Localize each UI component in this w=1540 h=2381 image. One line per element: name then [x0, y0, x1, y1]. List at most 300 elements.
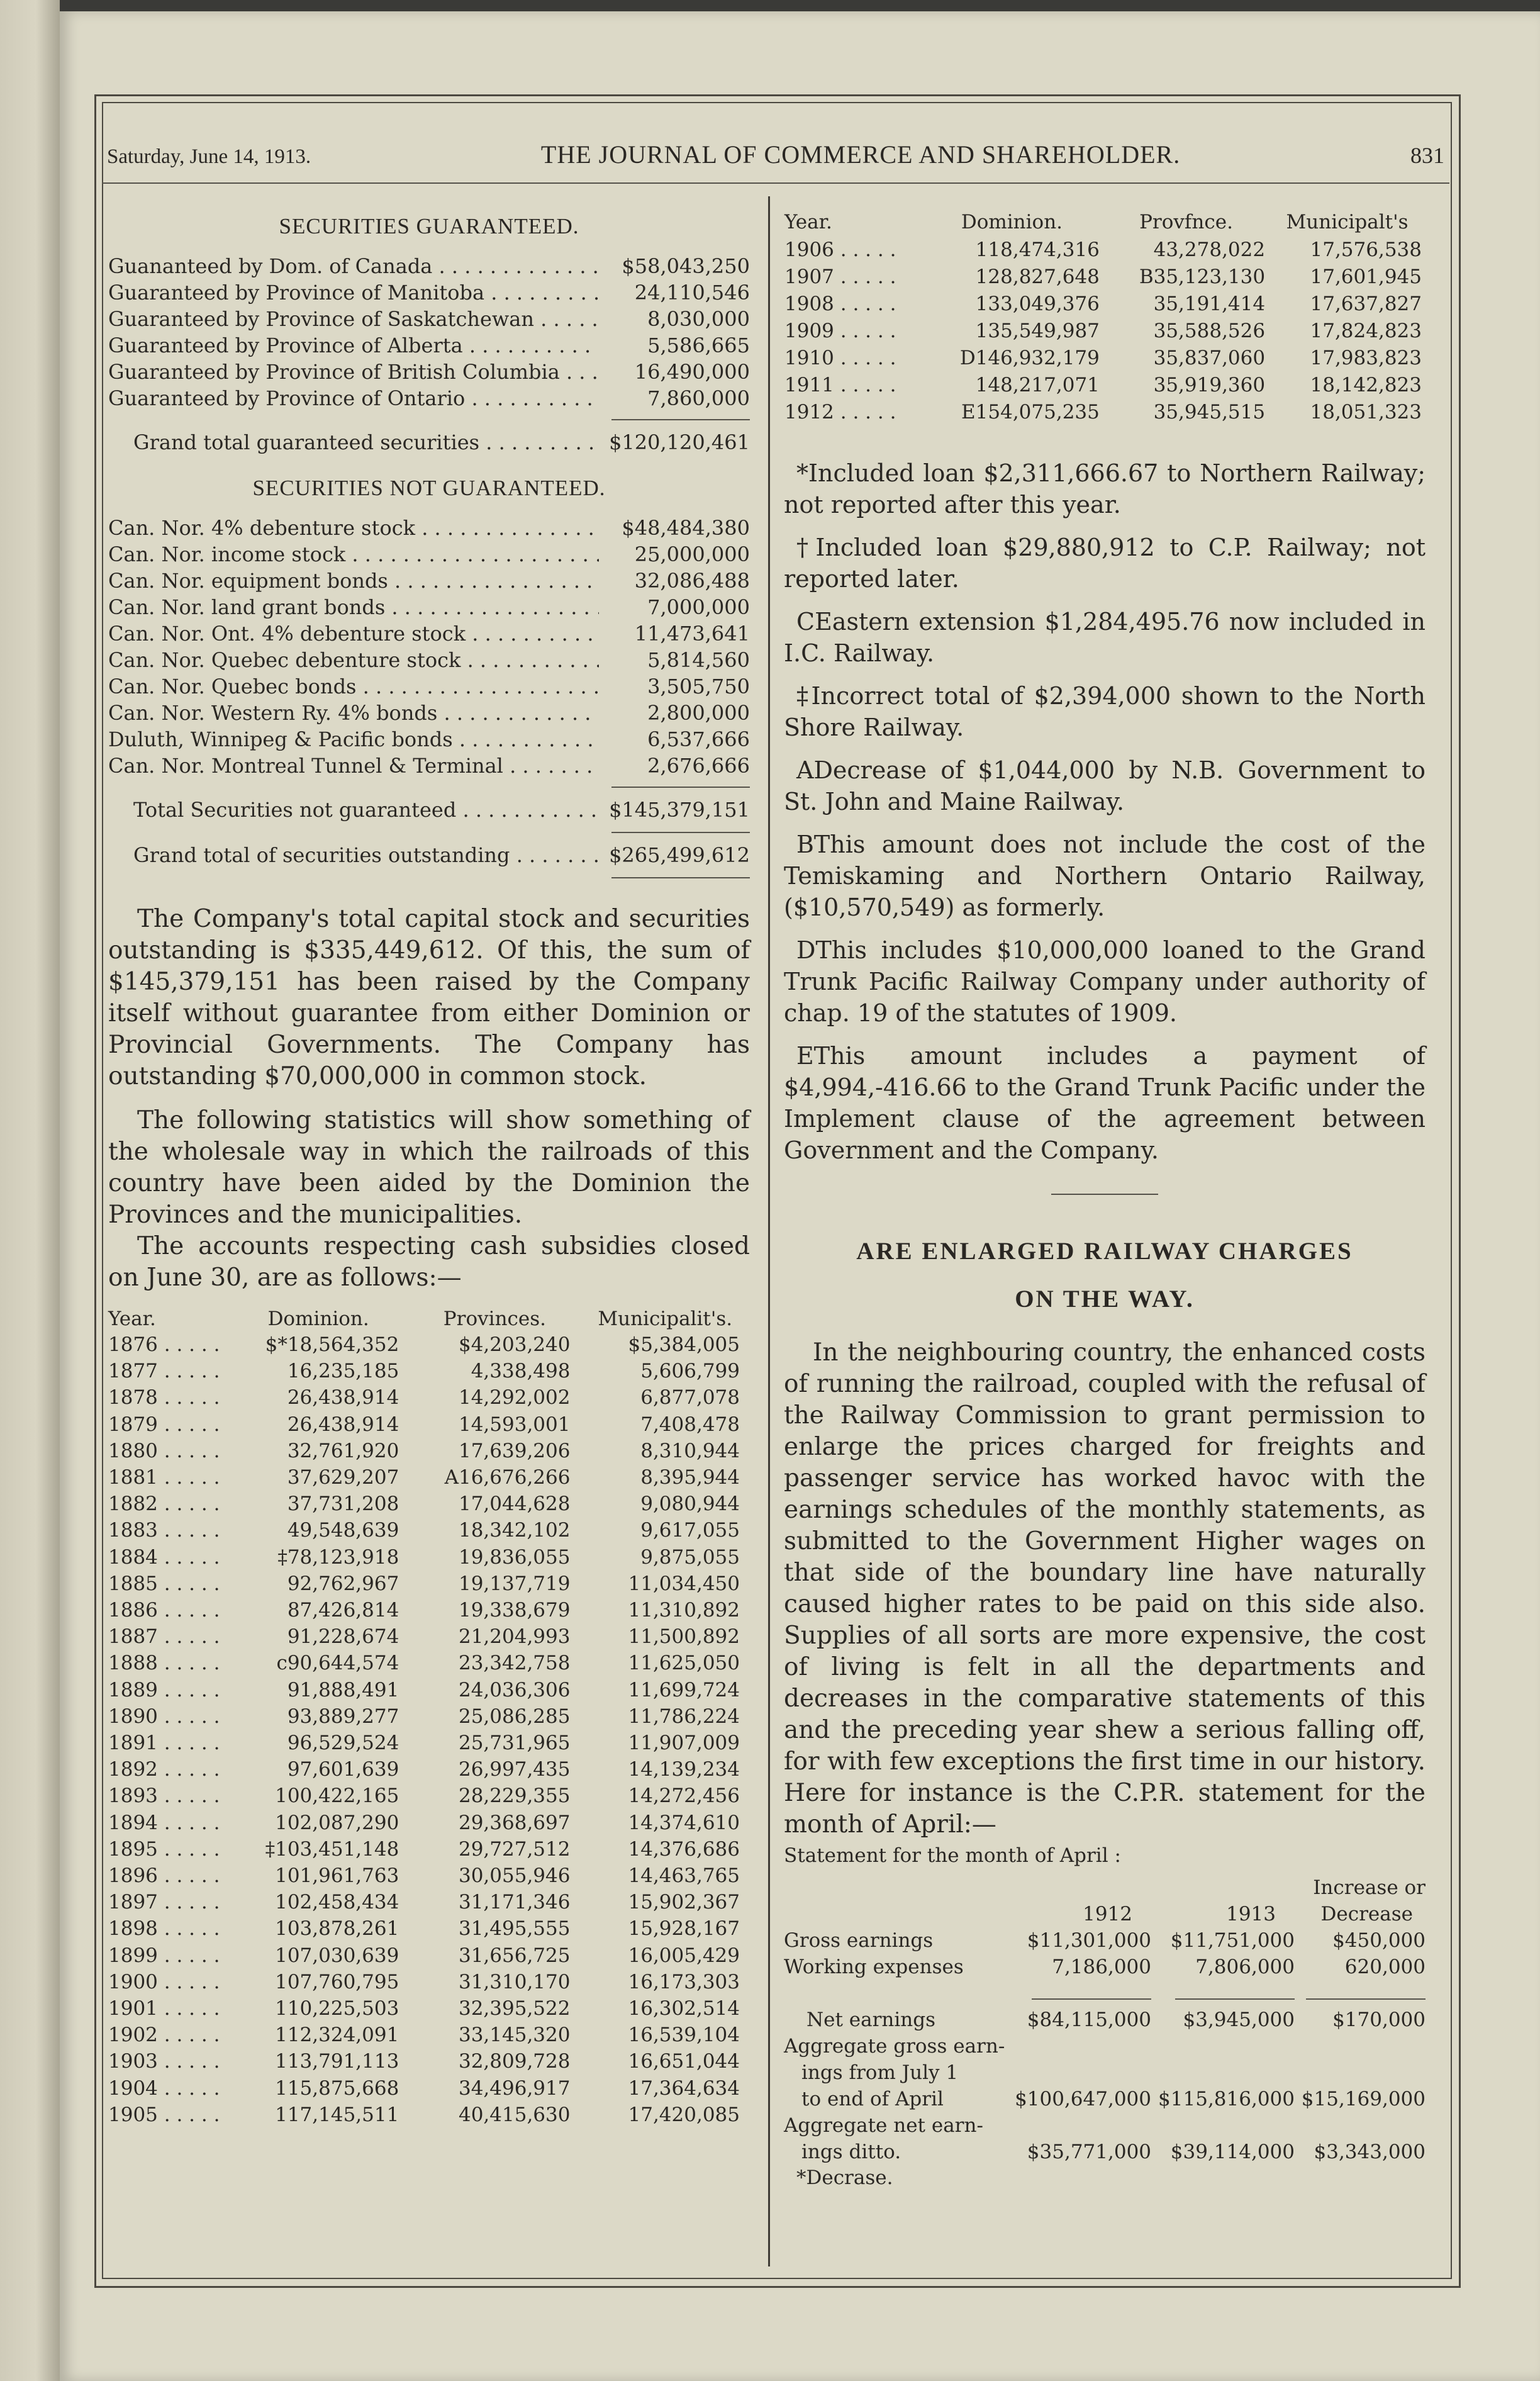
guaranteed-total-amount: $120,120,461 — [609, 430, 750, 454]
footnote-item: ‡Incorrect total of $2,394,000 shown to the North Shore Railway. — [784, 682, 1426, 741]
subsidy-table-1876-1905 — [108, 1306, 750, 2128]
table-row — [108, 1969, 750, 1995]
year-cell: 1899 . . . — [108, 1942, 228, 1969]
table-row — [784, 264, 1426, 291]
value-cell: 6,877,078 — [640, 1386, 740, 1409]
year-cell: 1888 . . . — [108, 1650, 228, 1676]
not-guaranteed-securities-list — [108, 515, 750, 779]
value-cell: 35,945,515 — [1153, 401, 1266, 423]
table-row — [108, 1677, 750, 1703]
value-cell: 17,576,538 — [1310, 238, 1422, 261]
ledger-amount: 7,000,000 — [647, 595, 750, 619]
table-row — [108, 1942, 750, 1969]
statement-caption: Statement for the month of April : — [784, 1844, 1121, 1867]
not-guaranteed-heading: SECURITIES NOT GUARANTEED. — [252, 476, 606, 500]
sum-rule — [1175, 1998, 1295, 2000]
value-cell: 117,145,511 — [275, 2103, 399, 2126]
value-cell: 9,080,944 — [640, 1493, 740, 1516]
year-cell: 1908 . . . — [784, 291, 920, 318]
table-row — [108, 1411, 750, 1438]
ledger-amount: 32,086,488 — [634, 569, 750, 593]
table-row — [108, 2102, 750, 2128]
table-row — [108, 1491, 750, 1517]
value-cell: B35,123,130 — [1139, 266, 1266, 288]
ledger-label: Can. Nor. land grant bonds . . . — [108, 594, 599, 620]
value-cell: 9,875,055 — [640, 1545, 740, 1569]
footnotes — [784, 457, 1426, 1166]
year-cell: 1893 . . . — [108, 1783, 228, 1809]
row-label: Gross earnings — [784, 1929, 934, 1952]
year-cell: 1911 . . . — [784, 372, 920, 399]
table-row — [108, 1623, 750, 1650]
value-cell: 101,961,763 — [275, 1864, 399, 1888]
ledger-amount: 6,537,666 — [647, 727, 750, 751]
value-cell: 18,051,323 — [1310, 401, 1422, 423]
value-cell: 133,049,376 — [975, 293, 1100, 315]
guaranteed-securities-list — [108, 253, 750, 412]
year-cell: 1878 . . . — [108, 1384, 228, 1411]
gross-earnings-row — [784, 1927, 1426, 1954]
cell: $39,114,000 — [1170, 2141, 1295, 2163]
year-cell: 1882 . . . — [108, 1491, 228, 1517]
value-cell: E154,075,235 — [961, 401, 1100, 423]
ledger-amount: 2,676,666 — [647, 754, 750, 778]
ledger-label: Guananteed by Dom. of Canada . . . — [108, 253, 599, 279]
ledger-row — [108, 306, 750, 332]
value-cell: A16,676,266 — [444, 1466, 571, 1489]
footnote-item: DThis includes $10,000,000 loaned to the Grand Trunk Pacific Railway Company under authority of chap. 19 of the statutes of 1909. — [784, 936, 1426, 1027]
value-cell: 31,171,346 — [458, 1891, 571, 1914]
year-cell: 1912 . . . — [784, 399, 920, 426]
value-cell: 17,420,085 — [628, 2103, 740, 2126]
value-cell: 112,324,091 — [275, 2024, 399, 2047]
cell: $170,000 — [1332, 2008, 1426, 2031]
value-cell: ‡78,123,918 — [277, 1545, 399, 1569]
value-cell: 40,415,630 — [458, 2103, 571, 2126]
table-row — [108, 1517, 750, 1543]
sum-rule — [1306, 1998, 1426, 2000]
working-expenses-row — [784, 1954, 1426, 1980]
ledger-row — [108, 385, 750, 412]
year-cell: 1883 . . . — [108, 1517, 228, 1543]
ledger-amount: $58,043,250 — [622, 254, 750, 278]
value-cell: 135,549,987 — [975, 320, 1100, 342]
value-cell: 16,302,514 — [628, 1997, 740, 2020]
subsidy-table-1906-1912 — [784, 208, 1426, 426]
value-cell: 35,588,526 — [1153, 320, 1266, 342]
value-cell: 14,463,765 — [628, 1864, 740, 1888]
total-rule — [611, 877, 750, 878]
ledger-label: Can. Nor. Western Ry. 4% bonds . . . — [108, 700, 599, 726]
value-cell: 96,529,524 — [287, 1732, 399, 1755]
ledger-amount: 16,490,000 — [634, 360, 750, 384]
ledger-row — [108, 332, 750, 359]
table-row — [108, 1995, 750, 2022]
year-cell: 1885 . . . — [108, 1571, 228, 1597]
value-cell: 107,760,795 — [275, 1970, 399, 1993]
value-cell: $*18,564,352 — [265, 1333, 399, 1356]
row-label: ings from July 1 — [801, 2061, 959, 2084]
table-row — [108, 1783, 750, 1809]
value-cell: 26,438,914 — [287, 1413, 399, 1436]
value-cell: 17,637,827 — [1310, 293, 1422, 315]
ledger-label: Can. Nor. equipment bonds . . . — [108, 568, 599, 594]
ledger-label: Guaranteed by Province of Saskatchewan . . . — [108, 306, 599, 332]
article-headline: ARE ENLARGED RAILWAY CHARGES — [856, 1238, 1353, 1265]
value-cell: 37,731,208 — [287, 1493, 399, 1516]
ledger-label: Can. Nor. Ont. 4% debenture stock . . . — [108, 620, 599, 647]
value-cell: 11,907,009 — [628, 1732, 740, 1755]
footnote-item: CEastern extension $1,284,495.76 now included in I.C. Railway. — [784, 608, 1426, 667]
right-column — [784, 208, 1426, 2190]
value-cell: 14,376,686 — [628, 1837, 740, 1861]
table-row — [108, 1756, 750, 1783]
cell: $35,771,000 — [1027, 2141, 1152, 2163]
value-cell: 16,651,044 — [628, 2050, 740, 2073]
journal-title: THE JOURNAL OF COMMERCE AND SHAREHOLDER. — [540, 140, 1181, 169]
value-cell: 16,539,104 — [628, 2024, 740, 2047]
column-header: Year. — [784, 211, 832, 233]
value-cell: 118,474,316 — [975, 238, 1100, 261]
ledger-row — [108, 541, 750, 568]
value-cell: 11,786,224 — [628, 1705, 740, 1728]
value-cell: 91,228,674 — [287, 1625, 399, 1649]
net-earnings-row — [784, 2007, 1426, 2033]
value-cell: 19,137,719 — [458, 1572, 571, 1595]
year-cell: 1894 . . . — [108, 1810, 228, 1836]
ledger-amount: $48,484,380 — [622, 516, 750, 540]
cell: $11,301,000 — [1027, 1929, 1152, 1952]
footnote-item: EThis amount includes a payment of $4,994,-416.66 to the Grand Trunk Pacific under the Implement clause of the agreement between Government and the Company. — [784, 1042, 1426, 1164]
cell: $3,343,000 — [1314, 2141, 1426, 2163]
table-row — [108, 1730, 750, 1756]
value-cell: 148,217,071 — [975, 374, 1100, 396]
year-cell: 1900 . . . — [108, 1969, 228, 1995]
capital-stock-paragraph: The Company's total capital stock and securities outstanding is $335,449,612. Of this, the sum of $145,379,151 has been raised by the Company itself without guarantee from either Dominion or Provincial Governments. The Company has outstanding $70,000,000 in common stock. — [108, 905, 750, 1090]
value-cell: 7,408,478 — [640, 1413, 740, 1436]
ledger-amount: 5,586,665 — [647, 333, 750, 357]
value-cell: 17,824,823 — [1310, 320, 1422, 342]
section-separator — [1051, 1194, 1158, 1195]
value-cell: 30,055,946 — [458, 1864, 571, 1888]
value-cell: 32,761,920 — [287, 1439, 399, 1462]
row-label: to end of April — [801, 2088, 944, 2110]
row-label: Net earnings — [806, 2008, 936, 2031]
value-cell: 21,204,993 — [458, 1625, 571, 1649]
table-row — [108, 1438, 750, 1464]
row-label: Aggregate gross earn- — [784, 2035, 1005, 2058]
column-header: Dominion. — [961, 211, 1063, 233]
ledger-amount: 2,800,000 — [647, 701, 750, 725]
cell: 7,806,000 — [1195, 1956, 1295, 1978]
value-cell: 8,395,944 — [640, 1466, 740, 1489]
guaranteed-heading: SECURITIES GUARANTEED. — [279, 214, 579, 238]
table-row — [108, 1544, 750, 1571]
value-cell: 15,928,167 — [628, 1917, 740, 1941]
table-row — [108, 1836, 750, 1863]
ledger-label: Can. Nor. income stock . . . — [108, 541, 599, 568]
value-cell: ‡103,451,148 — [265, 1837, 399, 1861]
year-cell: 1884 . . . — [108, 1544, 228, 1571]
column-header: Provinces. — [443, 1308, 547, 1330]
ledger-label: Guaranteed by Province of Ontario . . . — [108, 385, 599, 412]
value-cell: 16,235,185 — [287, 1360, 399, 1383]
table-row — [108, 1571, 750, 1597]
table-row — [108, 1915, 750, 1942]
ledger-label: Guaranteed by Province of British Columbia . . . — [108, 359, 599, 385]
table-row — [784, 345, 1426, 372]
ledger-label: Duluth, Winnipeg & Pacific bonds . . . — [108, 726, 599, 753]
value-cell: 107,030,639 — [275, 1944, 399, 1967]
year-cell: 1898 . . . — [108, 1915, 228, 1942]
ledger-amount: 8,030,000 — [647, 307, 750, 331]
column-divider — [768, 196, 770, 2266]
value-cell: 34,496,917 — [458, 2076, 571, 2100]
value-cell: 25,086,285 — [458, 1705, 571, 1728]
ledger-row — [108, 594, 750, 620]
table-row — [108, 1889, 750, 1915]
value-cell: 35,837,060 — [1153, 347, 1266, 369]
value-cell: 23,342,758 — [458, 1652, 571, 1675]
value-cell: 32,809,728 — [458, 2050, 571, 2073]
year-cell: 1880 . . . — [108, 1438, 228, 1464]
table-row — [108, 2048, 750, 2075]
column-header: Provfnce. — [1139, 211, 1233, 233]
ledger-label: Can. Nor. Quebec debenture stock . . . — [108, 647, 599, 673]
value-cell: 35,191,414 — [1153, 293, 1266, 315]
total-rule — [611, 787, 750, 788]
value-cell: 8,310,944 — [640, 1439, 740, 1462]
ledger-row — [108, 568, 750, 594]
table-row — [108, 2075, 750, 2102]
value-cell: 100,422,165 — [275, 1784, 399, 1808]
increase-decrease-header: Increase or — [1313, 1876, 1426, 1899]
ledger-label: Can. Nor. 4% debenture stock . . . — [108, 515, 599, 541]
column-header: Year. — [108, 1308, 156, 1330]
cell: 7,186,000 — [1052, 1956, 1152, 1978]
book-spine-edge — [0, 0, 60, 2381]
header-rule — [102, 182, 1449, 184]
grand-total-label: Grand total of securities outstanding . . . — [133, 841, 599, 870]
ledger-row — [108, 753, 750, 779]
year-cell: 1897 . . . — [108, 1889, 228, 1915]
table-row — [108, 1650, 750, 1676]
cell: $450,000 — [1332, 1929, 1426, 1952]
value-cell: 11,310,892 — [628, 1599, 740, 1622]
table-row — [784, 291, 1426, 318]
subsidies-intro-paragraph: The accounts respecting cash subsidies closed on June 30, are as follows:— — [108, 1232, 750, 1292]
article-body: In the neighbouring country, the enhanced costs of running the railroad, coupled with the refusal of the Railway Commission to grant permission to enlarge the prices charged for freights and passenger service has worked havoc with the earnings schedules of the monthly statements, as submitted to the Government Higher wages on that side of the boundary line have naturally caused higher rates to be paid on this side also. Supplies of all sorts are more expensive, the cost of living is felt in all the departments and decreases in the comparative statements of this and the preceding year shew a serious falling off, for with few exceptions the first time in our history. Here for instance is the C.P.R. statement for the month of April:— — [784, 1338, 1426, 1839]
underline-row — [784, 1980, 1426, 2007]
ledger-row — [108, 515, 750, 541]
footnote-item: ADecrease of $1,044,000 by N.B. Government to St. John and Maine Railway. — [784, 756, 1426, 815]
row-label: Aggregate net earn- — [784, 2114, 983, 2137]
table-row — [108, 2022, 750, 2048]
row-label: ings ditto. — [801, 2141, 901, 2163]
value-cell: 103,878,261 — [275, 1917, 399, 1941]
value-cell: 115,875,668 — [275, 2076, 399, 2100]
value-cell: 14,593,001 — [458, 1413, 571, 1436]
table-row — [108, 1358, 750, 1384]
value-cell: 15,902,367 — [628, 1891, 740, 1914]
table-row — [108, 1810, 750, 1836]
value-cell: 24,036,306 — [458, 1678, 571, 1701]
footnote-item: *Included loan $2,311,666.67 to Northern Railway; not reported after this year. — [784, 459, 1426, 518]
column-header: Dominion. — [267, 1308, 369, 1330]
guaranteed-total-label: Grand total guaranteed securities . . . — [133, 428, 599, 457]
ledger-label: Guaranteed by Province of Alberta . . . — [108, 332, 599, 359]
ledger-amount: 25,000,000 — [634, 542, 750, 566]
value-cell: 37,629,207 — [287, 1466, 399, 1489]
grand-total-row — [108, 841, 750, 870]
value-cell: 17,364,634 — [628, 2076, 740, 2100]
ledger-amount: 5,814,560 — [647, 648, 750, 672]
table-row — [108, 1703, 750, 1730]
value-cell: 14,139,234 — [628, 1758, 740, 1781]
cell: $84,115,000 — [1027, 2008, 1152, 2031]
value-cell: 28,229,355 — [458, 1784, 571, 1808]
value-cell: 43,278,022 — [1153, 238, 1266, 261]
ledger-amount: 3,505,750 — [647, 675, 750, 698]
value-cell: 29,368,697 — [458, 1811, 571, 1834]
ledger-row — [108, 253, 750, 279]
value-cell: 102,458,434 — [275, 1891, 399, 1914]
value-cell: 102,087,290 — [275, 1811, 399, 1834]
value-cell: 26,438,914 — [287, 1386, 399, 1409]
cell: $11,751,000 — [1170, 1929, 1295, 1952]
value-cell: 26,997,435 — [458, 1758, 571, 1781]
ledger-amount: 7,860,000 — [647, 386, 750, 410]
footnote-item: †Included loan $29,880,912 to C.P. Railway; not reported later. — [784, 534, 1426, 593]
column-header: Municipalt's — [1286, 211, 1409, 233]
table-row — [108, 1597, 750, 1623]
value-cell: 11,500,892 — [628, 1625, 740, 1649]
year-cell: 1896 . . . — [108, 1863, 228, 1889]
value-cell: $5,384,005 — [628, 1333, 740, 1356]
value-cell: 14,272,456 — [628, 1784, 740, 1808]
row-label: Working expenses — [784, 1956, 964, 1978]
year-cell: 1877 . . . — [108, 1358, 228, 1384]
year-cell: 1892 . . . — [108, 1756, 228, 1783]
ledger-row — [108, 279, 750, 306]
value-cell: 31,656,725 — [458, 1944, 571, 1967]
value-cell: 18,142,823 — [1310, 374, 1422, 396]
value-cell: 110,225,503 — [275, 1997, 399, 2020]
value-cell: 25,731,965 — [458, 1732, 571, 1755]
year-cell: 1907 . . . — [784, 264, 920, 291]
year-cell: 1903 . . . — [108, 2048, 228, 2075]
ledger-row — [108, 700, 750, 726]
grand-total-amount: $265,499,612 — [609, 843, 750, 867]
value-cell: 97,601,639 — [287, 1758, 399, 1781]
ledger-amount: 11,473,641 — [634, 622, 750, 646]
cpr-statement-table — [784, 1874, 1426, 2165]
article-subheadline: ON THE WAY. — [1015, 1286, 1195, 1313]
value-cell: 9,617,055 — [640, 1519, 740, 1542]
ledger-row — [108, 359, 750, 385]
guaranteed-total-row — [108, 428, 750, 457]
table-row — [784, 237, 1426, 264]
ledger-row — [108, 726, 750, 753]
year-cell: 1901 . . . — [108, 1995, 228, 2022]
ledger-row — [108, 620, 750, 647]
value-cell: 32,395,522 — [458, 1997, 571, 2020]
year-cell: 1876 . . . — [108, 1331, 228, 1358]
aggregate-net-row — [784, 2139, 1426, 2165]
value-cell: 11,699,724 — [628, 1678, 740, 1701]
cell: $100,647,000 — [1015, 2088, 1152, 2110]
year-cell: 1887 . . . — [108, 1623, 228, 1650]
value-cell: 19,836,055 — [458, 1545, 571, 1569]
cell: $115,816,000 — [1158, 2088, 1295, 2110]
value-cell: 31,495,555 — [458, 1917, 571, 1941]
year-cell: 1890 . . . — [108, 1703, 228, 1730]
value-cell: 17,639,206 — [458, 1439, 571, 1462]
table-row — [108, 1331, 750, 1358]
year-cell: 1909 . . . — [784, 318, 920, 345]
value-cell: 29,727,512 — [458, 1837, 571, 1861]
value-cell: 49,548,639 — [287, 1519, 399, 1542]
cell: $3,945,000 — [1183, 2008, 1295, 2031]
value-cell: 14,292,002 — [458, 1386, 571, 1409]
statistics-intro-paragraph: The following statistics will show something of the wholesale way in which the railroads of this country have been aided by the Dominion the Provinces and the municipalities. — [108, 1106, 750, 1229]
value-cell: 93,889,277 — [287, 1705, 399, 1728]
year-cell: 1889 . . . — [108, 1677, 228, 1703]
value-cell: D146,932,179 — [959, 347, 1100, 369]
value-cell: 11,034,450 — [628, 1572, 740, 1595]
cell: 620,000 — [1344, 1956, 1426, 1978]
ledger-row — [108, 647, 750, 673]
value-cell: 5,606,799 — [640, 1360, 740, 1383]
statement-footnote: *Decrase. — [796, 2166, 893, 2189]
table-row — [784, 372, 1426, 399]
ledger-label: Guaranteed by Province of Manitoba . . . — [108, 279, 599, 306]
value-cell: 4,338,498 — [471, 1360, 571, 1383]
value-cell: 31,310,170 — [458, 1970, 571, 1993]
value-cell: 17,601,945 — [1310, 266, 1422, 288]
page-number: 831 — [1410, 143, 1444, 168]
table-row — [784, 399, 1426, 426]
value-cell: 17,983,823 — [1310, 347, 1422, 369]
col-1913-header: 1913 — [1226, 1903, 1276, 1925]
left-column — [108, 208, 750, 2128]
year-cell: 1895 . . . — [108, 1836, 228, 1863]
footnote-item: BThis amount does not include the cost of the Temiskaming and Northern Ontario Railway, ($10,570,549) as formerly. — [784, 831, 1426, 921]
table-row — [108, 1863, 750, 1889]
value-cell: 128,827,648 — [975, 266, 1100, 288]
decrease-header: Decrease — [1320, 1903, 1413, 1925]
total-rule — [611, 419, 750, 420]
column-header: Municipalit's. — [598, 1308, 733, 1330]
value-cell: 17,044,628 — [458, 1493, 571, 1516]
col-1912-header: 1912 — [1083, 1903, 1133, 1925]
year-cell: 1881 . . . — [108, 1464, 228, 1491]
value-cell: $4,203,240 — [458, 1333, 571, 1356]
value-cell: 35,919,360 — [1153, 374, 1266, 396]
table-row — [784, 318, 1426, 345]
aggregate-gross-row — [784, 2086, 1426, 2112]
value-cell: 92,762,967 — [287, 1572, 399, 1595]
table-row — [108, 1464, 750, 1491]
value-cell: 19,338,679 — [458, 1599, 571, 1622]
value-cell: 91,888,491 — [287, 1678, 399, 1701]
not-guaranteed-total-amount: $145,379,151 — [609, 798, 750, 822]
year-cell: 1879 . . . — [108, 1411, 228, 1438]
value-cell: 11,625,050 — [628, 1652, 740, 1675]
total-rule — [611, 832, 750, 833]
year-cell: 1904 . . . — [108, 2075, 228, 2102]
year-cell: 1891 . . . — [108, 1730, 228, 1756]
